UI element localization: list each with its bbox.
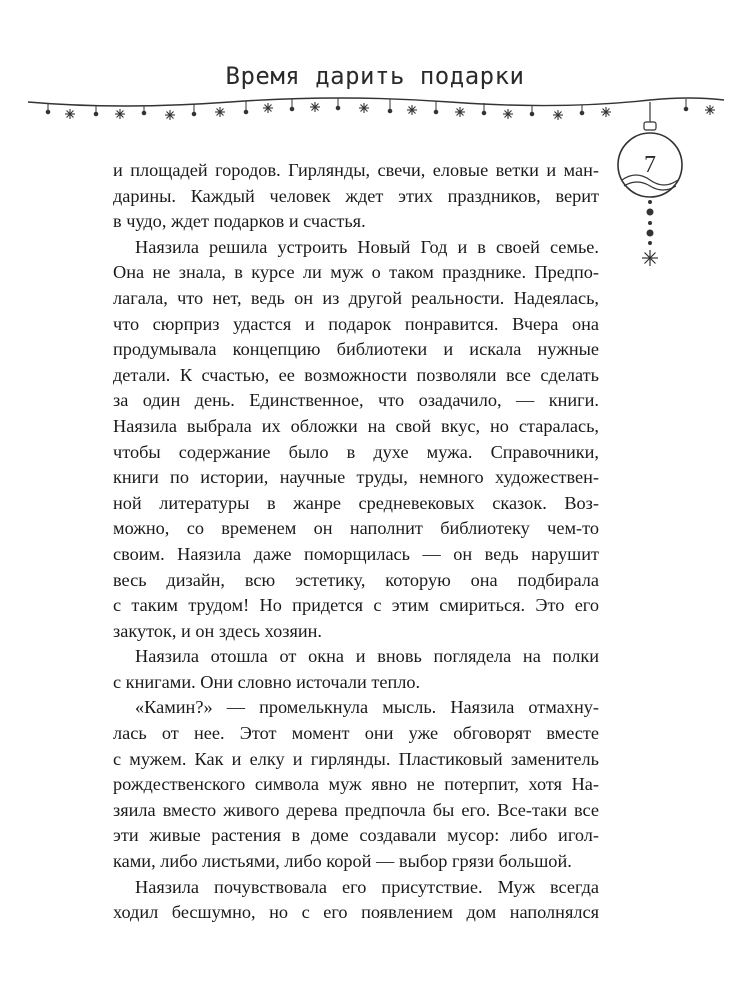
text-line: можно, со временем он наполнит библиотеку чем-то — [113, 518, 599, 539]
text-line: детали. К счастью, ее возможности позволяли все сделать — [113, 364, 599, 385]
text-line: Наязила почувствовала его присутствие. Муж всегда — [135, 876, 599, 897]
text-line: с книгами. Они словно источали тепло. — [113, 671, 421, 692]
text-line: ками, либо листьями, либо корой — выбор грязи большой. — [113, 851, 572, 872]
chapter-number: 7 — [644, 152, 656, 178]
text-line: что сюрприз удастся и подарок понравится. Вчера она — [113, 313, 599, 334]
body-text — [113, 158, 599, 926]
text-line: Она не знала, в курсе ли муж о таком празднике. Предпо- — [113, 262, 599, 283]
text-line: чтобы содержание было в духе мужа. Справочники, — [113, 441, 599, 462]
text-line: с таким трудом! Но придется с этим смириться. Это его — [113, 595, 599, 616]
text-line: в чудо, ждет подарков и счастья. — [113, 211, 366, 232]
text-line: с мужем. Как и елку и гирлянды. Пластиковый заменитель — [113, 748, 599, 769]
text-line: за один день. Единственное, что озадачило, — книги. — [113, 390, 599, 411]
text-line: рождественского символа муж явно не потерпит, хотя На- — [113, 774, 599, 795]
text-line: «Камин?» — промелькнула мысль. Наязила отмахну- — [135, 697, 599, 718]
text-line: и площадей городов. Гирлянды, свечи, еловые ветки и ман- — [113, 160, 599, 180]
running-header-title: Время дарить подарки — [225, 62, 525, 90]
text-line: своим. Наязила даже поморщилась — он ведь нарушит — [113, 543, 599, 564]
text-line: Наязила отошла от окна и вновь поглядела на полки — [135, 646, 599, 667]
text-line: закуток, и он здесь хозяин. — [113, 620, 322, 641]
text-line: книги по истории, научные труды, немного художествен- — [113, 467, 599, 488]
text-line: зяила вместо живого дерева предпочла бы его. Все-таки все — [113, 799, 599, 820]
text-line: лась от нее. Этот момент они уже обговорят вместе — [113, 723, 599, 744]
text-line: дарины. Каждый человек ждет этих праздников, верит — [113, 185, 599, 206]
text-line: ходил бесшумно, но с его появлением дом наполнялся — [113, 902, 599, 923]
text-line: эти живые растения в доме создавали мусор: либо игол- — [113, 825, 599, 846]
text-line: продумывала концепцию библиотеки и искала нужные — [113, 339, 599, 360]
text-line: весь дизайн, всю эстетику, которую она подбирала — [113, 569, 599, 590]
text-line: Наязила выбрала их обложки на свой вкус, но старалась, — [113, 415, 599, 436]
text-line: Наязила решила устроить Новый Год и в своей семье. — [135, 236, 599, 257]
text-line: лагала, что нет, ведь он из другой реальности. Надеялась, — [113, 287, 599, 308]
text-line: ной литературы в жанре средневековых сказок. Воз- — [113, 492, 599, 513]
